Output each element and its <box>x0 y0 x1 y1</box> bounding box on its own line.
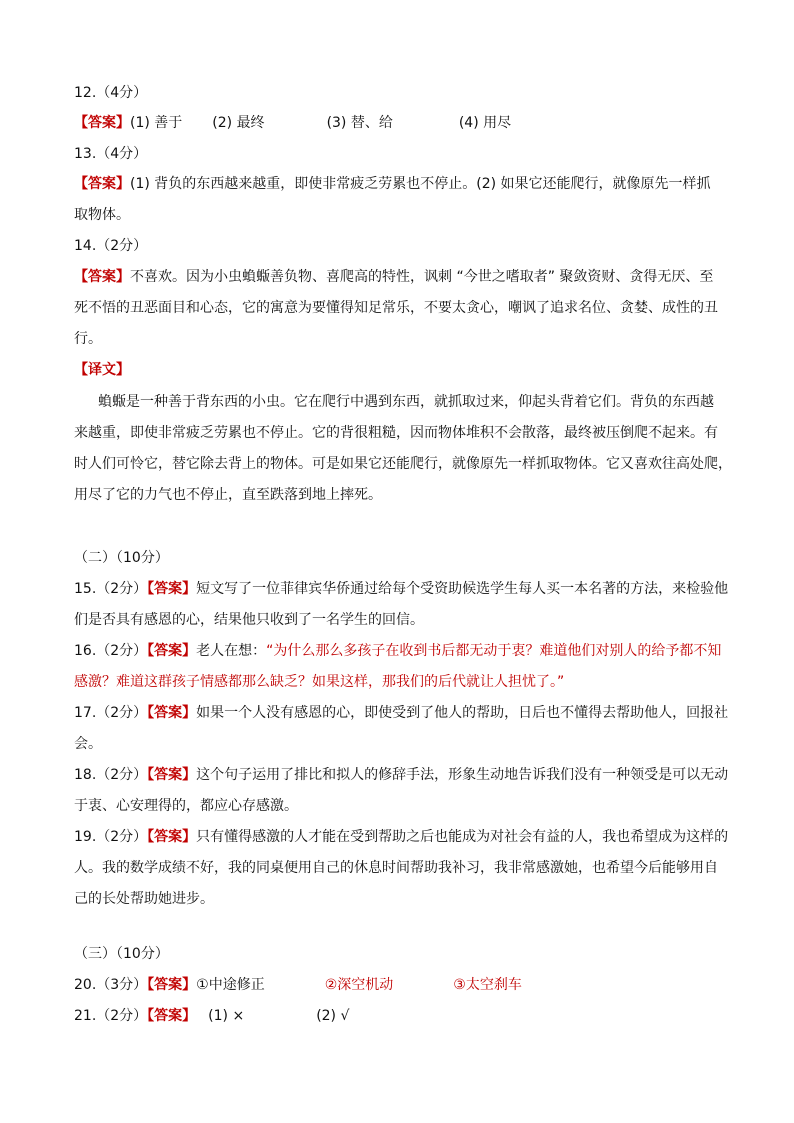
q17-answer-line-2: 会。 <box>74 736 102 752</box>
q12-a3: (3) 替、给 <box>326 115 393 131</box>
answer-tag: 【答案】 <box>147 829 197 845</box>
answer-tag: 【答案】 <box>74 115 130 131</box>
answer-tag: 【答案】 <box>147 977 197 993</box>
translation-line-3: 时人们可怜它，替它除去背上的物体。可是如果它还能爬行，就像原先一样抓取物体。它又喜欢往高处爬， <box>74 456 732 472</box>
answer-tag: 【答案】 <box>147 643 197 659</box>
answer-tag: 【答案】 <box>147 705 197 721</box>
answer-tag: 【答案】 <box>74 176 130 192</box>
answer-tag: 【答案】 <box>147 581 197 597</box>
translation-line-2: 来越重，即使非常疲乏劳累也不停止。它的背很粗糙，因而物体堆积不会散落，最终被压倒爬不起来。有 <box>74 425 718 441</box>
q13-answer-line-1: 【答案】(1) 背负的东西越来越重，即使非常疲乏劳累也不停止。(2) 如果它还能爬行，就像原先一样抓 <box>74 176 711 192</box>
q21-a2: (2) √ <box>316 1008 350 1024</box>
q21-answer: 21.（2分）【答案】 (1) × (2) √ <box>74 1008 350 1024</box>
q14-number: 14.（2分） <box>74 238 148 254</box>
q19-answer-line-3: 己的长处帮助她进步。 <box>74 891 214 907</box>
q15-answer-line-1: 15.（2分）【答案】短文写了一位菲律宾华侨通过给每个受资助候选学生每人买一本名著的方法，来检验他 <box>74 581 729 597</box>
q12-answer <box>74 113 511 133</box>
q20-a3: ③太空刹车 <box>453 977 522 993</box>
q21-a1: (1) × <box>208 1008 245 1024</box>
q20-a2: ②深空机动 <box>324 977 394 993</box>
q17-answer-line-1: 17.（2分）【答案】如果一个人没有感恩的心，即使受到了他人的帮助，日后也不懂得去帮助他人，回报社 <box>74 705 729 721</box>
q16-answer-line-2: 感激？难道这群孩子情感都那么缺乏？如果这样，那我们的后代就让人担忧了。” <box>74 674 565 690</box>
q15-answer-line-2: 们是否具有感恩的心，结果他只收到了一名学生的回信。 <box>74 612 424 628</box>
q14-answer-line-3: 行。 <box>74 331 102 347</box>
section-3-title: （三）（10分） <box>74 946 169 962</box>
q14-answer-line-2: 死不悟的丑恶面目和心态，它的寓意为要懂得知足常乐，不要太贪心，嘲讽了追求名位、贪婪、成性的丑 <box>74 300 718 316</box>
q14-answer-line-1: 【答案】不喜欢。因为小虫蝜蝂善负物、喜爬高的特性，讽刺 “今世之嗜取者” 聚敛资财、贪得无厌、至 <box>74 269 714 285</box>
answer-tag: 【答案】 <box>147 767 197 783</box>
answer-tag: 【答案】 <box>74 269 130 285</box>
q12-number: 12.（4分） <box>74 85 148 101</box>
q12-a2: (2) 最终 <box>212 115 265 131</box>
q16-answer-line-1: 16.（2分）【答案】老人在想：“为什么那么多孩子在收到书后都无动于衷？难道他们对别人的给予都不知 <box>74 643 722 659</box>
q19-answer-line-2: 人。我的数学成绩不好，我的同桌便用自己的休息时间帮助我补习，我非常感激她，也希望今后能够用自 <box>74 860 718 876</box>
section-2-title: （二）（10分） <box>74 550 169 566</box>
q12-a1: (1) 善于 <box>130 115 183 131</box>
q13-answer-line-2: 取物体。 <box>74 207 130 223</box>
q20-a1: ①中途修正 <box>196 977 265 993</box>
q18-answer-line-1: 18.（2分）【答案】这个句子运用了排比和拟人的修辞手法，形象生动地告诉我们没有一种领受是可以无动 <box>74 767 729 783</box>
q18-answer-line-2: 于衷、心安理得的，都应心存感激。 <box>74 798 298 814</box>
translation-line-1: 蝜蝂是一种善于背东西的小虫。它在爬行中遇到东西，就抓取过来，仰起头背着它们。背负的东西越 <box>98 394 714 410</box>
answer-tag: 【答案】 <box>147 1008 197 1024</box>
translation-line-4: 用尽了它的力气也不停止，直至跌落到地上摔死。 <box>74 487 382 503</box>
translation-tag: 【译文】 <box>74 362 130 378</box>
q13-number: 13.（4分） <box>74 146 148 162</box>
q19-answer-line-1: 19.（2分）【答案】只有懂得感激的人才能在受到帮助之后也能成为对社会有益的人，我也希望成为这样的 <box>74 829 729 845</box>
q12-a4: (4) 用尽 <box>458 115 512 131</box>
q20-answer: 20.（3分）【答案】①中途修正 ②深空机动 ③太空刹车 <box>74 977 522 993</box>
